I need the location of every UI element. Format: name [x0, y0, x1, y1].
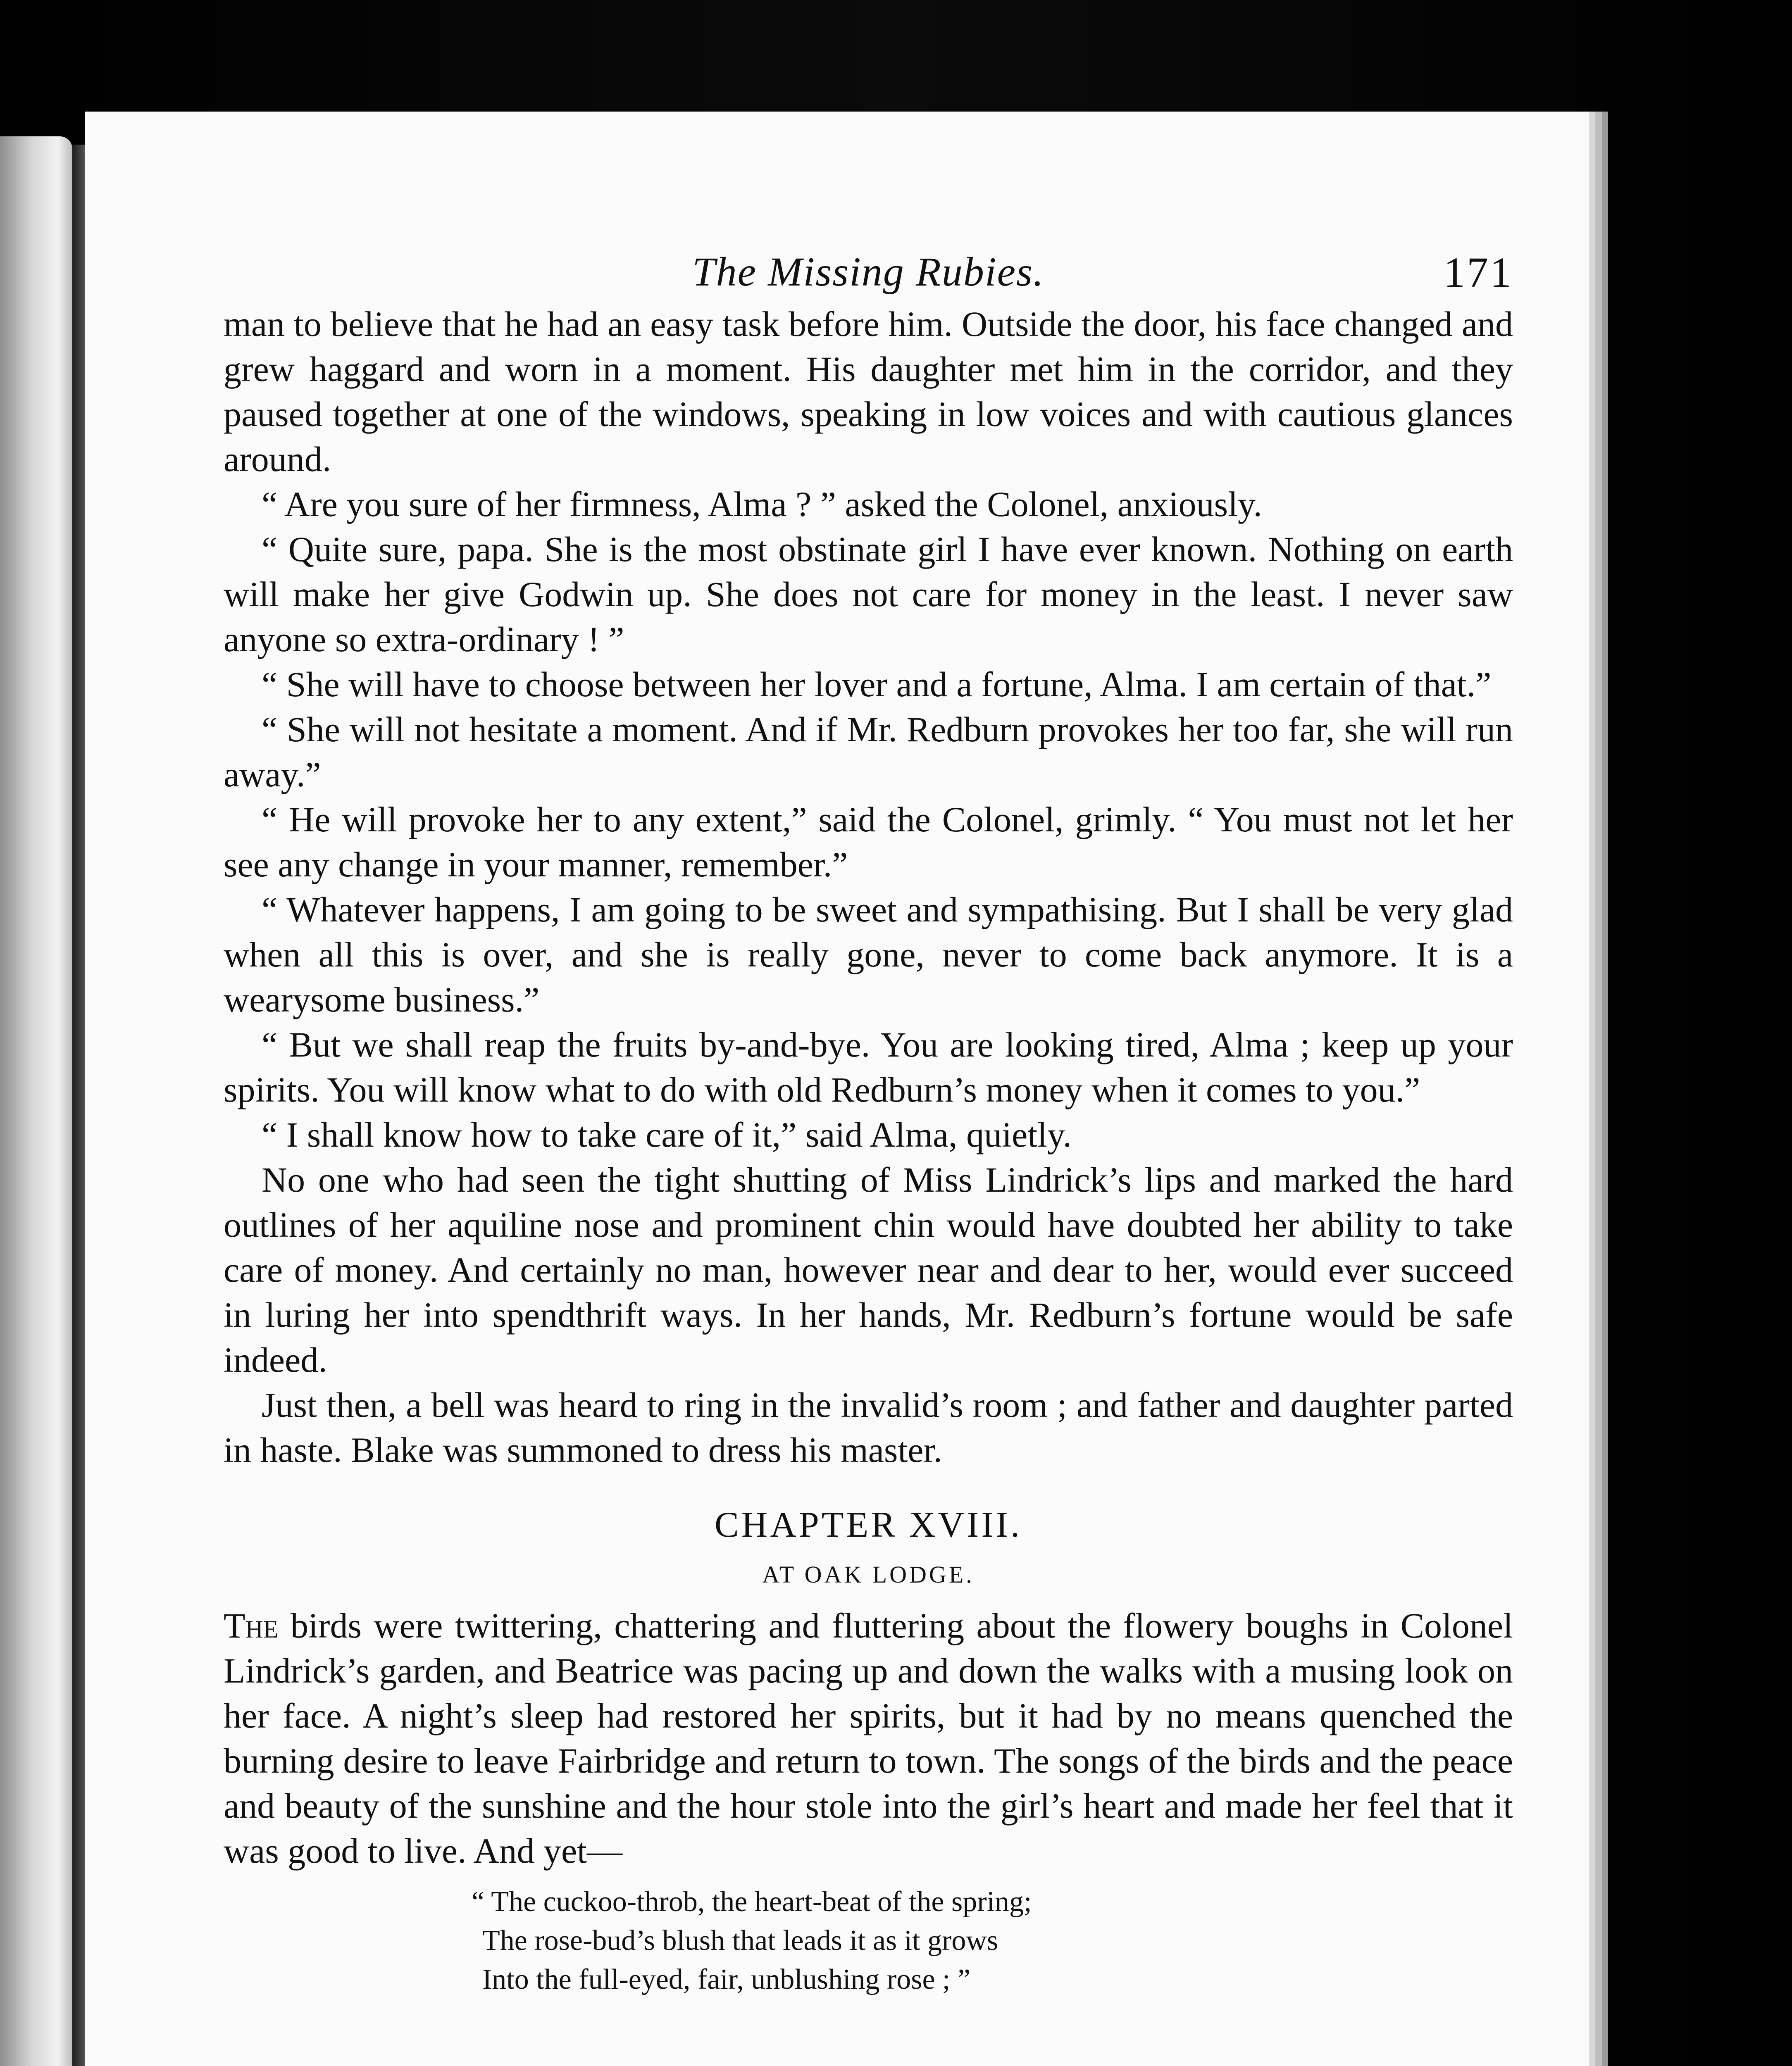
paragraph: “ She will have to choose between her lover and a fortune, Alma. I am certain of that.” — [262, 664, 1492, 704]
paragraph: man to believe that he had an easy task before him. Outside the door, his face changed and grew haggard and worn in a moment. His daughter met him in the corridor, and they paused together at one of the windows, speaking in low voices and with cautious glances around. — [224, 304, 1513, 479]
verse-line: “ The cuckoo-throb, the heart-beat of the spring; — [472, 1886, 1032, 1918]
paragraph: “ Are you sure of her firmness, Alma ? ” asked the Colonel, anxiously. — [262, 484, 1262, 524]
chapter-heading: CHAPTER XVIII. — [715, 1505, 1022, 1545]
opening-small-caps: The — [224, 1606, 279, 1645]
verse-quotation — [472, 1883, 1513, 1999]
paragraph: “ Whatever happens, I am going to be sweet and sympathising. But I shall be very glad when all this is over, and she is really gone, never to come back anymore. It is a wearysome business.” — [224, 890, 1513, 1019]
chapter-opening-paragraph — [224, 1603, 1513, 1873]
page-text-block — [224, 248, 1513, 1999]
book-page — [85, 112, 1595, 2066]
paragraph: “ She will not hesitate a moment. And if Mr. Redburn provokes her too far, she will run away.” — [224, 709, 1513, 794]
paragraph: No one who had seen the tight shutting of Miss Lindrick’s lips and marked the hard outlines of her aquiline nose and prominent chin would have doubted her ability to take care of money. And certainly no man, however near and dear to her, would ever succeed in luring her into spendthrift ways. In her hands, Mr. Redburn’s fortune would be safe indeed. — [224, 1160, 1513, 1380]
running-title: The Missing Rubies. — [692, 249, 1044, 295]
previous-page-edge — [0, 136, 72, 2066]
paragraph: “ But we shall reap the fruits by-and-bye. You are looking tired, Alma ; keep up your spirits. You will know what to do with old Redburn’s money when it comes to you.” — [224, 1025, 1513, 1109]
paragraph: Just then, a bell was heard to ring in the invalid’s room ; and father and daughter parted in haste. Blake was summoned to dress his master. — [224, 1385, 1513, 1470]
verse-line: Into the full-eyed, fair, unblushing rose ; ” — [482, 1964, 971, 1995]
paragraph: “ He will provoke her to any extent,” said the Colonel, grimly. “ You must not let her see any change in your manner, remember.” — [224, 800, 1513, 884]
verse-line: The rose-bud’s blush that leads it as it grows — [482, 1925, 998, 1957]
running-header — [224, 248, 1513, 302]
opening-text: birds were twittering, chattering and fluttering about the flowery boughs in Colonel Lindrick’s garden, and Beatrice was pacing up and down the walks with a musing look on her face. A night’s sleep had restored her spirits, but it had by no means quenched the burning desire to leave Fairbridge and return to town. The songs of the birds and the peace and beauty of the sunshine and the hour stole into the girl’s heart and made her feel that it was good to live. And yet— — [224, 1606, 1513, 1871]
chapter-subtitle: AT OAK LODGE. — [762, 1561, 975, 1588]
paragraph: “ Quite sure, papa. She is the most obstinate girl I have ever known. Nothing on earth will make her give Godwin up. She does not care for money in the least. I never saw anyone so extra-ordinary ! ” — [224, 529, 1513, 659]
page-number: 171 — [1444, 249, 1513, 296]
paragraph: “ I shall know how to take care of it,” said Alma, quietly. — [262, 1115, 1072, 1154]
